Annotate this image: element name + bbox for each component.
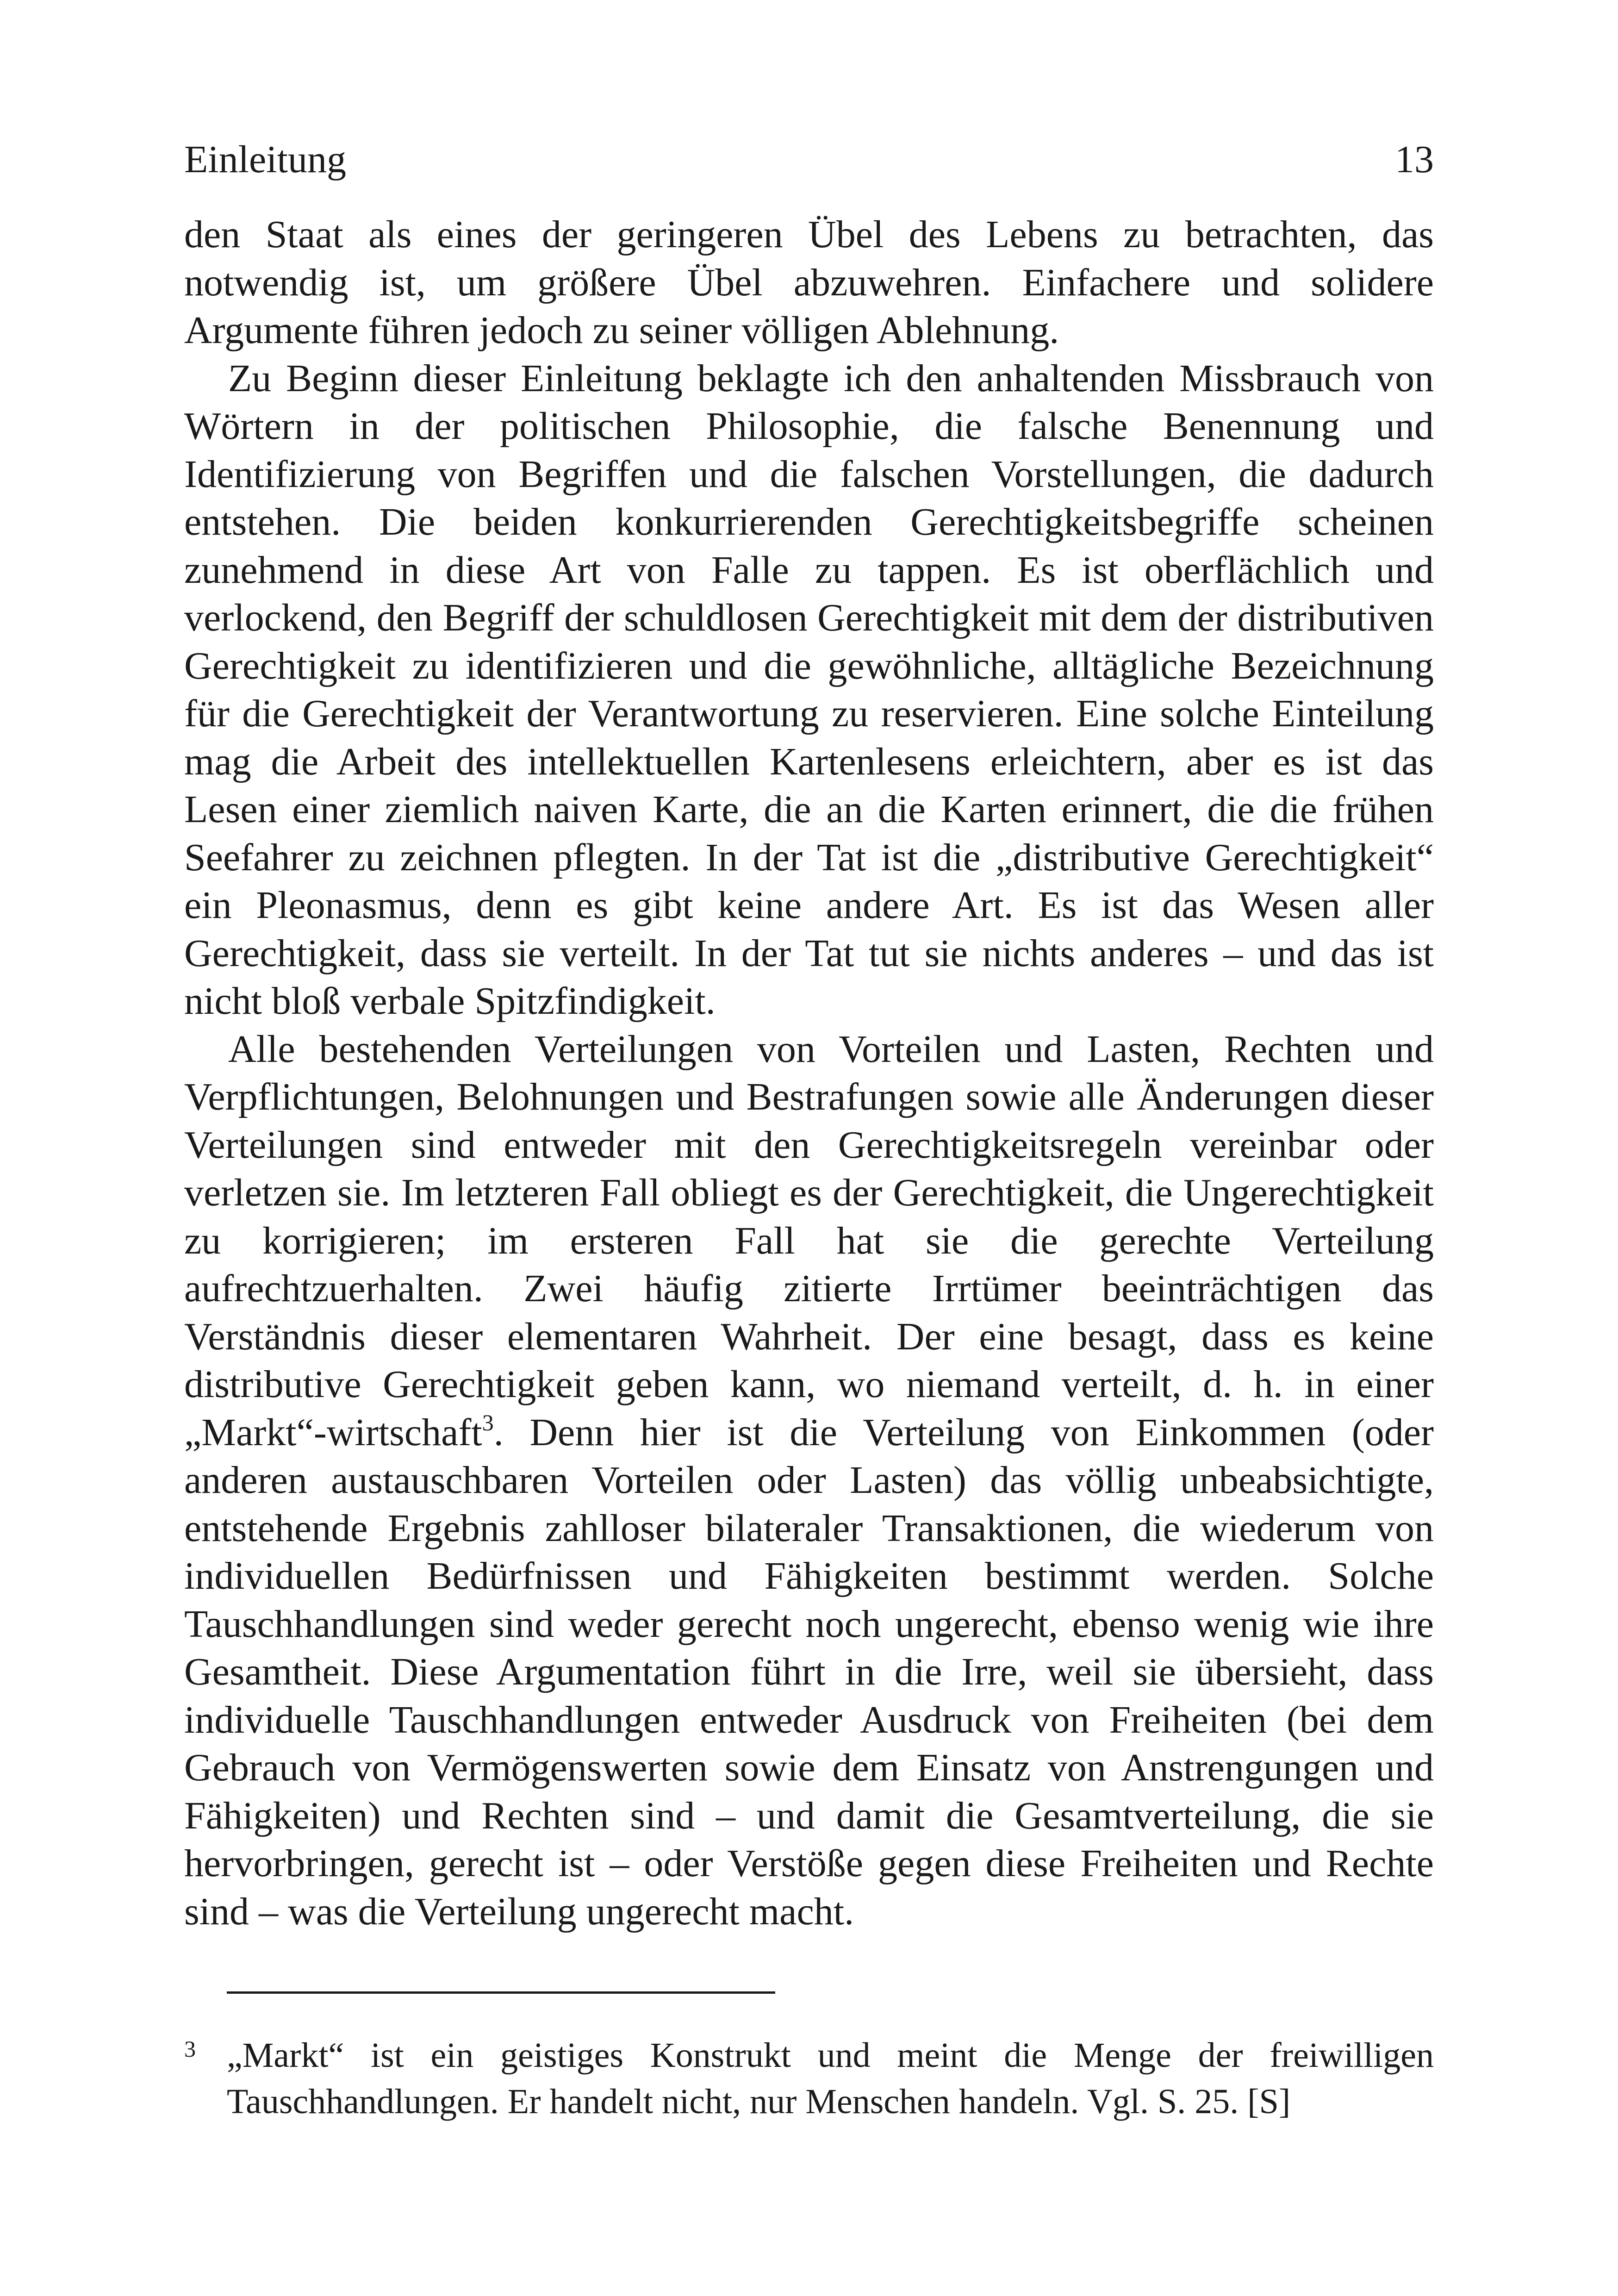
paragraph-text-before-ref: Alle bestehenden Verteilungen von Vorteilen und Lasten, Rechten und Verpflichtungen, Belohnungen und Bestrafungen sowie alle Änderungen dieser Verteilungen sind entweder mit den Gerechtigkeitsregeln vereinbar oder verletzen sie. Im letzteren Fall obliegt es der Gerechtigkeit, die Ungerechtigkeit zu korrigieren; im ersteren Fall hat sie die gerechte Verteilung aufrechtzuerhalten. Zwei häufig zitierte Irrtümer beeinträchtigen das Verständnis dieser elementaren Wahrheit. Der eine besagt, dass es keine distributive Gerechtigkeit geben kann, wo niemand verteilt, d. h. in einer „Markt“-wirtschaft bbox=[184, 1027, 1434, 1454]
paragraph-with-footnote bbox=[184, 1025, 1434, 1936]
footnote bbox=[184, 2032, 1434, 2125]
running-header bbox=[184, 134, 1434, 185]
footnote-reference[interactable]: 3 bbox=[482, 1409, 494, 1435]
paragraph-text-after-ref: . Denn hier ist die Verteilung von Einkommen (oder anderen austauschbaren Vorteilen oder Lasten) das völlig unbeabsichtigte, entstehende Ergebnis zahlloser bilateraler Transaktionen, die wiederum von individuellen Bedürfnissen und Fähigkeiten bestimmt werden. Solche Tauschhandlungen sind weder gerecht noch ungerecht, ebenso wenig wie ihre Gesamtheit. Diese Argumentation führt in die Irre, weil sie übersieht, dass individuelle Tauschhandlungen entweder Ausdruck von Freiheiten (bei dem Gebrauch von Vermögenswerten sowie dem Einsatz von Anstrengungen und Fähigkeiten) und Rechten sind – und damit die Gesamtverteilung, die sie hervorbringen, gerecht ist – oder Verstöße gegen diese Freiheiten und Rechte sind – was die Verteilung ungerecht macht. bbox=[184, 1410, 1434, 1933]
paragraph-continued: den Staat als eines der geringeren Übel des Lebens zu betrachten, das notwendig ist, um größere Übel abzuwehren. Einfachere und solidere Argumente führen jedoch zu seiner völligen Ablehnung. bbox=[184, 213, 1434, 352]
footnote-separator bbox=[227, 1991, 775, 1994]
running-title: Einleitung bbox=[184, 138, 346, 181]
body-text bbox=[184, 211, 1434, 1935]
footnote-text: „Markt“ ist ein geistiges Konstrukt und meint die Menge der freiwilligen Tauschhandlungen. Er handelt nicht, nur Menschen handeln. Vgl. S. 25. [S] bbox=[227, 2036, 1434, 2121]
paragraph: Zu Beginn dieser Einleitung beklagte ich den anhaltenden Missbrauch von Wörtern in der politischen Philosophie, die falsche Benennung und Identifizierung von Begriffen und die falschen Vorstellungen, die dadurch entstehen. Die beiden konkurrierenden Gerechtigkeitsbegriffe scheinen zunehmend in diese Art von Falle zu tappen. Es ist oberflächlich und verlockend, den Begriff der schuldlosen Gerechtigkeit mit dem der distributiven Gerechtigkeit zu identifizieren und die gewöhnliche, alltägliche Bezeichnung für die Gerechtigkeit der Verantwortung zu reservieren. Eine solche Einteilung mag die Arbeit des intellektuellen Kartenlesens erleichtern, aber es ist das Lesen einer ziemlich naiven Karte, die an die Karten erinnert, die die frühen Seefahrer zu zeichnen pflegten. In der Tat ist die „distributive Gerechtigkeit“ ein Pleonasmus, denn es gibt keine andere Art. Es ist das Wesen aller Gerechtigkeit, dass sie verteilt. In der Tat tut sie nichts anderes – und das ist nicht bloß verbale Spitzfindigkeit. bbox=[184, 356, 1434, 1023]
page-number: 13 bbox=[1395, 138, 1434, 181]
footnote-marker: 3 bbox=[184, 2036, 196, 2062]
